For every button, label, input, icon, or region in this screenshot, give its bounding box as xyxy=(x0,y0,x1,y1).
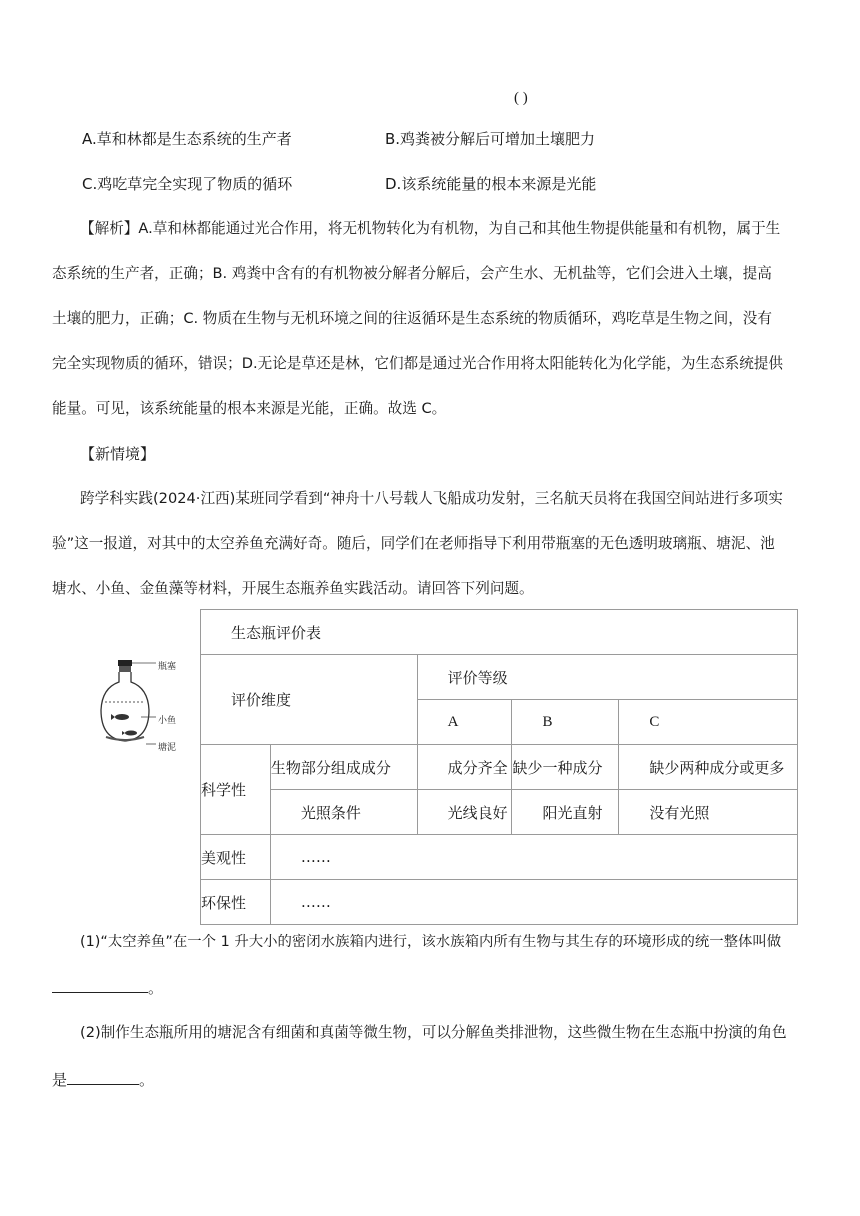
answer-blank-1[interactable] xyxy=(52,976,148,993)
grade-a: A xyxy=(417,700,512,745)
row2-grade-c: 没有光照 xyxy=(619,790,798,835)
aesthetics-label: 美观性 xyxy=(201,835,271,880)
grade-c: C xyxy=(619,700,798,745)
question-2-prefix: 是 xyxy=(52,1071,68,1089)
question-2-end: 。 xyxy=(139,1071,155,1089)
option-b: B.鸡粪被分解后可增加土壤肥力 xyxy=(385,130,596,148)
label-stopper: 瓶塞 xyxy=(158,662,177,672)
question-2-text: (2)制作生态瓶所用的塘泥含有细菌和真菌等微生物，可以分解鱼类排泄物，这些微生物在生态瓶中扮演的角色 xyxy=(80,1024,787,1041)
eco-bottle-figure xyxy=(96,655,186,755)
evaluation-table xyxy=(200,609,798,925)
analysis-line-1: 【解析】A.草和林都能通过光合作用，将无机物转化为有机物，为自己和其他生物提供能量和有机物，属于生 xyxy=(80,220,781,237)
option-d: D.该系统能量的根本来源是光能 xyxy=(385,175,597,193)
row1-label: 生物部分组成成分 xyxy=(270,745,417,790)
section-heading: 【新情境】 xyxy=(80,445,156,463)
context-line-1: 跨学科实践(2024·江西)某班同学看到“神舟十八号载人飞船成功发射，三名航天员将在我国空间站进行多项实 xyxy=(80,490,783,507)
aesthetics-value: …… xyxy=(270,835,797,880)
question-1-text: (1)“太空养鱼”在一个 1 升大小的密闭水族箱内进行，该水族箱内所有生物与其生存的环境形成的统一整体叫做 xyxy=(80,934,782,950)
option-a: A.草和林都是生态系统的生产者 xyxy=(82,130,292,148)
row1-grade-c: 缺少两种成分或更多 xyxy=(619,745,798,790)
analysis-line-2: 态系统的生产者，正确；B. 鸡粪中含有的有机物被分解者分解后，会产生水、无机盐等，它们会进入土壤，提高 xyxy=(52,265,772,282)
row2-grade-a: 光线良好 xyxy=(417,790,512,835)
question-1-answer-line xyxy=(52,976,163,998)
label-fish: 小鱼 xyxy=(158,716,177,726)
table-title: 生态瓶评价表 xyxy=(201,610,798,655)
context-line-3: 塘水、小鱼、金鱼藻等材料，开展生态瓶养鱼实践活动。请回答下列问题。 xyxy=(52,580,534,597)
eco-value: …… xyxy=(270,880,797,925)
label-mud: 塘泥 xyxy=(158,743,177,753)
analysis-line-5: 能量。可见，该系统能量的根本来源是光能，正确。故选 C。 xyxy=(52,400,447,417)
analysis-line-4: 完全实现物质的循环，错误；D.无论是草还是林，它们都是通过光合作用将太阳能转化为化学能，为生态系统提供 xyxy=(52,355,783,372)
grade-b: B xyxy=(512,700,619,745)
eco-label: 环保性 xyxy=(201,880,271,925)
answer-blank-2[interactable] xyxy=(67,1068,139,1085)
row2-label: 光照条件 xyxy=(270,790,417,835)
option-c: C.鸡吃草完全实现了物质的循环 xyxy=(82,175,293,193)
question-1-end: 。 xyxy=(148,979,164,997)
science-label: 科学性 xyxy=(201,745,271,835)
dimension-header: 评价维度 xyxy=(201,655,418,745)
context-line-2: 验”这一报道，对其中的太空养鱼充满好奇。随后，同学们在老师指导下利用带瓶塞的无色透明玻璃瓶、塘泥、池 xyxy=(52,535,775,552)
row2-grade-b: 阳光直射 xyxy=(512,790,619,835)
row1-grade-b: 缺少一种成分 xyxy=(512,745,619,790)
question-2-answer-line xyxy=(52,1068,154,1090)
analysis-line-3: 土壤的肥力，正确；C. 物质在生物与无机环境之间的往返循环是生态系统的物质循环，鸡吃草是生物之间，没有 xyxy=(52,310,772,327)
answer-bracket: ( ) xyxy=(514,90,528,106)
row1-grade-a: 成分齐全 xyxy=(417,745,512,790)
grade-header: 评价等级 xyxy=(417,655,797,700)
